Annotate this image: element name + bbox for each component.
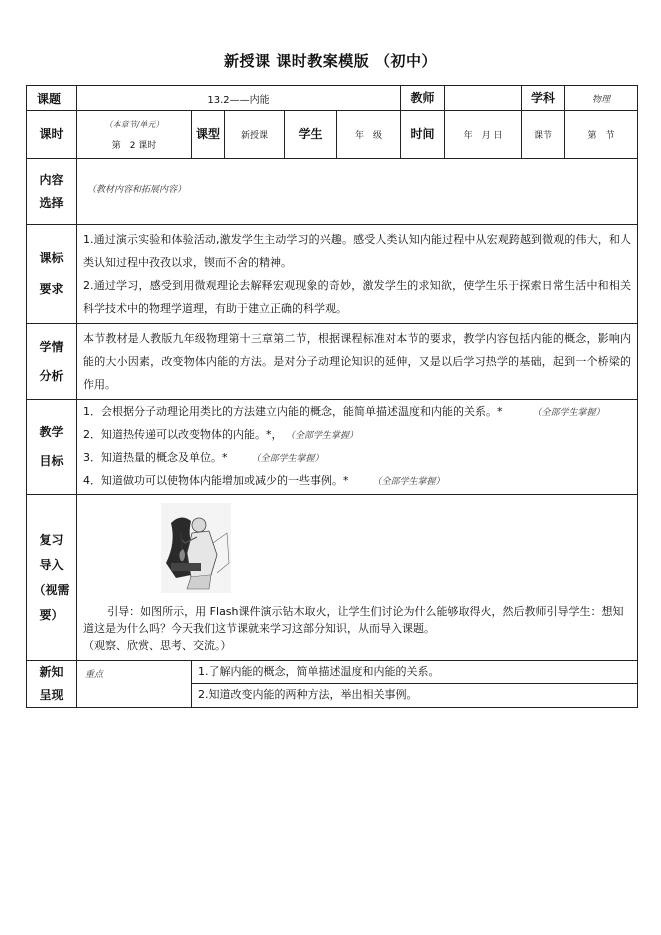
goals-label-line2: 目标	[39, 454, 64, 468]
goal-text: 4．知道做功可以使物体内能增加或减少的一些事例。*	[83, 474, 349, 487]
review-label-line3: （视需	[33, 582, 70, 597]
content-label-line1: 内容	[39, 172, 64, 187]
subject-label: 学科	[522, 86, 565, 111]
key-point-label: 重点	[77, 661, 192, 708]
review-label-line2: 导入	[39, 557, 64, 572]
topic-label: 课题	[27, 86, 77, 111]
period-cell[interactable]	[77, 111, 192, 159]
drill-fire-illustration	[161, 503, 231, 593]
goal-item	[81, 401, 633, 424]
review-content[interactable]	[77, 495, 638, 661]
goal-item	[81, 470, 633, 493]
review-label-line4: 要）	[39, 607, 64, 622]
goal-text: 1．会根据分子动理论用类比的方法建立内能的概念，能简单描述温度和内能的关系。*	[83, 405, 503, 418]
subject-value[interactable]: 物理	[565, 86, 638, 111]
standard-content[interactable]	[77, 225, 638, 324]
section-label: 课节	[522, 111, 565, 159]
type-value[interactable]: 新授课	[225, 111, 285, 159]
student-label: 学生	[285, 111, 337, 159]
goal-note: （全部学生掌握）	[372, 477, 445, 487]
type-label: 课型	[192, 111, 225, 159]
goal-item	[81, 447, 633, 470]
teacher-value[interactable]	[445, 86, 522, 111]
newknow-label-line1: 新知	[39, 665, 64, 679]
key-point-2: 2.知道改变内能的两种方法，举出相关事例。	[192, 683, 637, 706]
newknow-label-line2: 呈现	[39, 687, 64, 702]
standard-label-line2: 要求	[39, 282, 64, 296]
goals-label	[27, 400, 77, 495]
content-value[interactable]: （教材内容和拓展内容）	[77, 159, 638, 225]
goal-item	[81, 424, 633, 447]
analysis-content[interactable]: 本节教材是人教版九年级物理第十三章第二节，根据课程标准对本节的要求，教学内容包括内能的概念，影响内能的大小因素，改变物体内能的方法。是对分子动理论知识的延伸，又是以后学习热学的基础，起到一个桥梁的作用。	[77, 324, 638, 400]
content-label-line2: 选择	[39, 195, 64, 210]
analysis-row	[27, 324, 638, 400]
review-label-line1: 复习	[39, 532, 64, 547]
goal-text: 3．知道热量的概念及单位。*	[83, 451, 228, 464]
analysis-label-line2: 分析	[39, 368, 64, 383]
review-paragraph: 引导：如图所示，用 Flash课件演示钻木取火，让学生们讨论为什么能够取得火，然后教师引导学生：想知道这是为什么吗？今天我们这节课就来学习这部分知识，从而导入课题。	[83, 605, 624, 635]
review-activity: （观察、欣赏、思考、交流。）	[83, 639, 232, 652]
goals-label-line1: 教学	[39, 425, 64, 440]
goal-note: （全部学生掌握）	[290, 431, 359, 441]
topic-row	[27, 86, 638, 111]
analysis-label-line1: 学情	[39, 339, 64, 354]
goal-note: （全部学生掌握）	[251, 454, 324, 464]
review-label	[27, 495, 77, 661]
goals-row	[27, 400, 638, 495]
lesson-plan-table	[26, 85, 638, 708]
analysis-label	[27, 324, 77, 400]
topic-value[interactable]: 13.2——内能	[77, 86, 401, 111]
standard-p1: 1.通过演示实验和体验活动,激发学生主动学习的兴趣。感受人类认知内能过程中从宏观跨越到微观的伟大，和人类认知过程中孜孜以求，锲而不舍的精神。	[83, 233, 632, 269]
newknow-label	[27, 661, 77, 708]
key-point-content[interactable]	[192, 661, 638, 708]
period-value: 第 2 课时	[111, 140, 157, 151]
time-label: 时间	[401, 111, 445, 159]
key-point-1: 1.了解内能的概念，简单描述温度和内能的关系。	[198, 665, 440, 679]
standard-p2: 2.通过学习，感受到用微观理论去解释宏观现象的奇妙，激发学生的求知欲，使学生乐于探索日常生活中和相关科学技术中的物理学道理，有助于建立正确的科学观。	[83, 279, 632, 315]
teacher-label: 教师	[401, 86, 445, 111]
standard-label-line1: 课标	[39, 251, 64, 266]
content-row	[27, 159, 638, 225]
goal-text: 2．知道热传递可以改变物体的内能。*，	[83, 428, 283, 441]
content-label	[27, 159, 77, 225]
section-number[interactable]: 第 节	[565, 111, 638, 159]
goal-note: （全部学生掌握）	[532, 408, 605, 418]
goals-content[interactable]	[77, 400, 638, 495]
review-row	[27, 495, 638, 661]
chapter-note: （本章节/单元）	[104, 119, 164, 129]
standard-row	[27, 225, 638, 324]
newknow-row	[27, 661, 638, 708]
period-row	[27, 111, 638, 159]
date-value[interactable]: 年 月 日	[445, 111, 522, 159]
period-label: 课时	[27, 111, 77, 159]
grade-value[interactable]: 年 级	[337, 111, 401, 159]
page-title: 新授课 课时教案模版 （初中）	[224, 52, 437, 70]
standard-label	[27, 225, 77, 324]
